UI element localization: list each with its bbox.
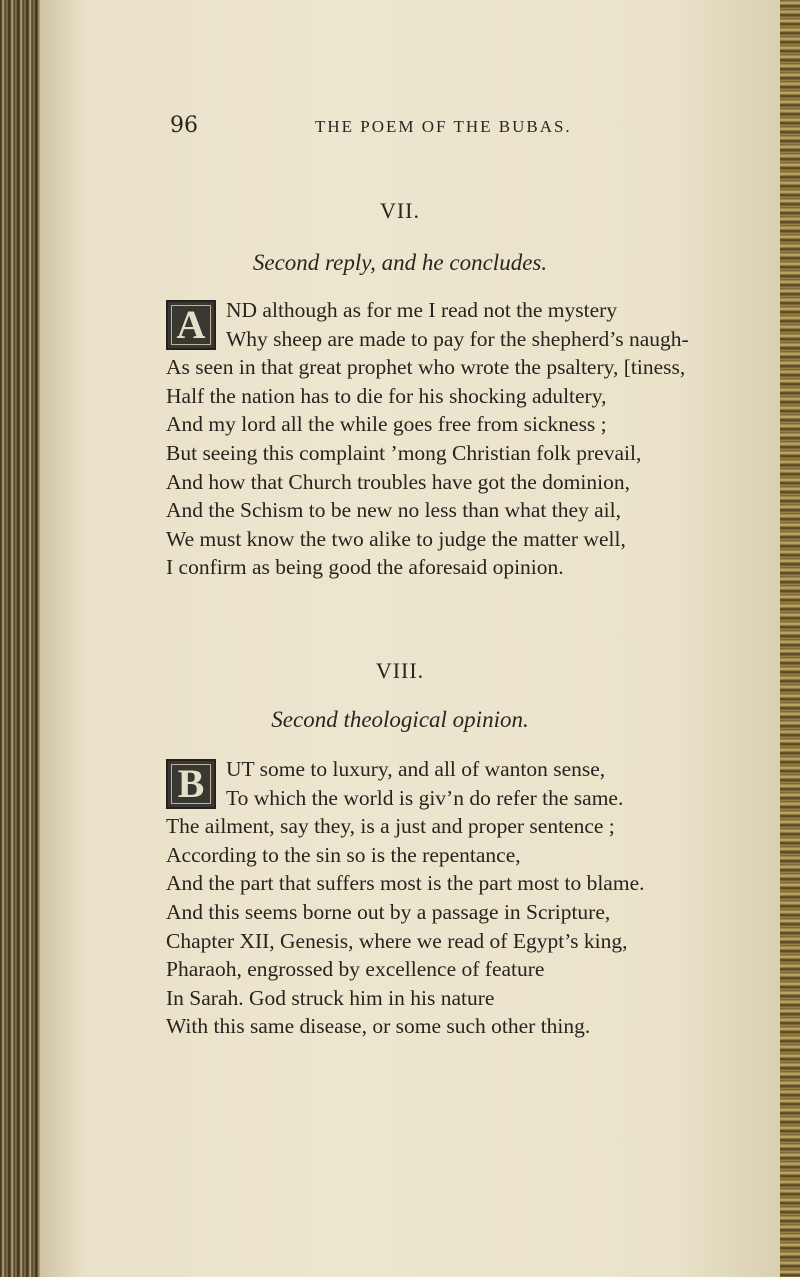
page-edges <box>780 0 800 1277</box>
book-spine <box>0 0 44 1277</box>
running-head: THE POEM OF THE BUBAS. <box>315 117 572 136</box>
page-header <box>170 113 770 143</box>
verse-line: With this same disease, or some such other thing. <box>166 1014 591 1039</box>
section-number: VIII. <box>375 658 425 683</box>
stanza <box>166 296 780 582</box>
verse-line: Pharaoh, engrossed by excellence of feature <box>166 957 545 982</box>
page-number: 96 <box>170 113 198 138</box>
verse-line: Why sheep are made to pay for the shepherd’s naugh- <box>226 326 689 351</box>
verse-line: The ailment, say they, is a just and proper sentence ; <box>166 814 615 839</box>
verse-line: I confirm as being good the aforesaid opinion. <box>166 555 564 580</box>
verse-line: But seeing this complaint ’mong Christian folk prevail, <box>166 440 642 465</box>
stanza <box>166 755 780 1041</box>
verse-line: And how that Church troubles have got the dominion, <box>166 469 630 494</box>
drop-cap-letter: A <box>166 300 216 350</box>
verse-line: In Sarah. God struck him in his nature <box>166 985 495 1010</box>
verse-line: Half the nation has to die for his shocking adultery, <box>166 383 607 408</box>
verse-line: We must know the two alike to judge the matter well, <box>166 526 626 551</box>
verse-line: ND although as for me I read not the mystery <box>226 298 618 322</box>
verse-line: As seen in that great prophet who wrote the psaltery, [tiness, <box>166 355 686 380</box>
verse-line: According to the sin so is the repentance, <box>166 842 521 867</box>
section-title: Second reply, and he concludes. <box>252 250 548 275</box>
verse-line: Chapter XII, Genesis, where we read of Egypt’s king, <box>166 928 628 953</box>
section-title: Second theological opinion. <box>271 707 529 732</box>
verse-line: And the Schism to be new no less than what they ail, <box>166 498 622 523</box>
verse-line: And this seems borne out by a passage in Scripture, <box>166 899 611 924</box>
book-page <box>40 0 782 1277</box>
verse-line: And my lord all the while goes free from sickness ; <box>166 412 607 437</box>
section-number: VII. <box>379 198 421 223</box>
verse-line: To which the world is giv’n do refer the same. <box>226 785 624 810</box>
verse-line: UT some to luxury, and all of wanton sense, <box>226 757 606 781</box>
drop-cap-letter: B <box>166 759 216 809</box>
verse-line: And the part that suffers most is the part most to blame. <box>166 871 645 896</box>
